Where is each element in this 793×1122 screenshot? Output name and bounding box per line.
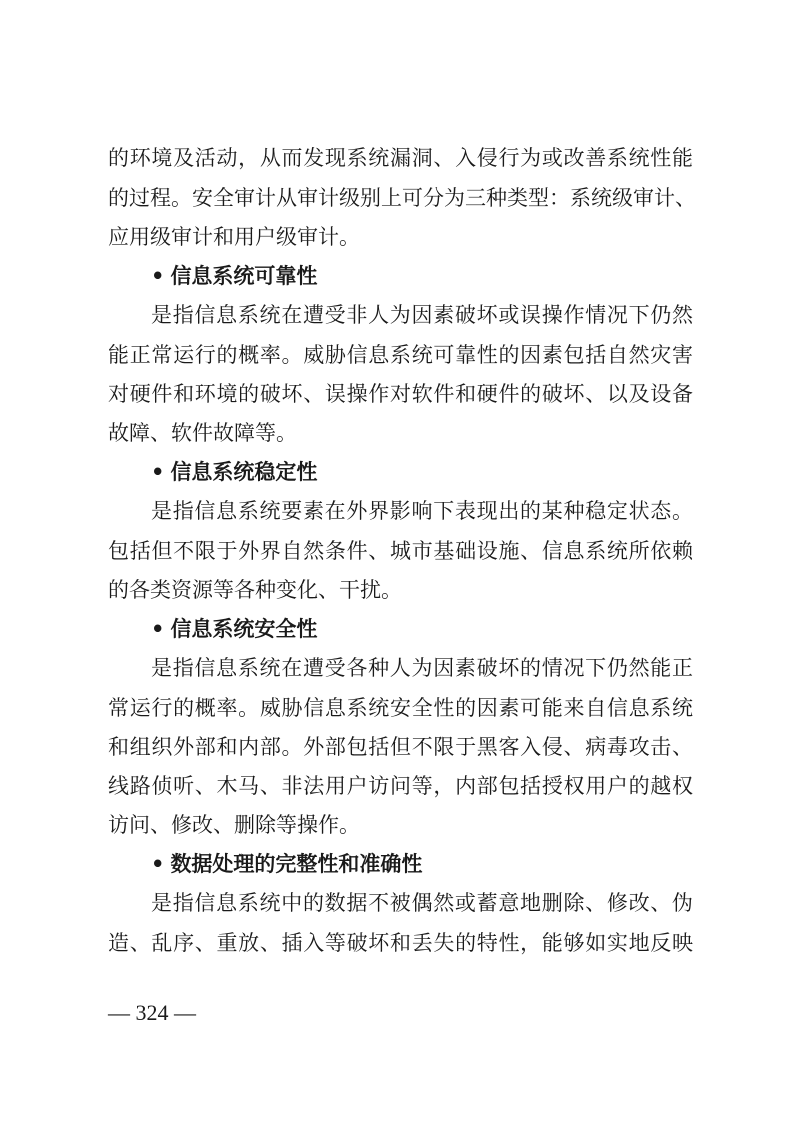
section-heading-reliability — [151, 258, 317, 294]
section-heading-text: 信息系统安全性 — [170, 617, 318, 641]
section-heading-security — [151, 611, 317, 647]
body-text-line: 访问、修改、删除等操作。 — [108, 813, 360, 837]
section-heading-text: 信息系统可靠性 — [170, 264, 318, 288]
body-text-line: 是指信息系统中的数据不被偶然或蓄意地删除、修改、伪 — [151, 891, 693, 915]
section-heading-text: 信息系统稳定性 — [170, 460, 318, 484]
body-text-line: 的过程。安全审计从审计级别上可分为三种类型：系统级审计、 — [108, 186, 696, 210]
body-text-line: 造、乱序、重放、插入等破坏和丢失的特性，能够如实地反映 — [108, 931, 693, 955]
body-text-line: 包括但不限于外界自然条件、城市基础设施、信息系统所依赖 — [108, 539, 693, 563]
bullet-icon: • — [151, 460, 165, 484]
body-text-line: 的各类资源等各种变化、干扰。 — [108, 578, 402, 602]
body-text-line: 的环境及活动，从而发现系统漏洞、入侵行为或改善系统性能 — [108, 146, 693, 170]
body-text-line: 常运行的概率。威胁信息系统安全性的因素可能来自信息系统 — [108, 696, 693, 720]
page-number: — 324 — — [108, 1000, 196, 1025]
section-heading-stability — [151, 454, 317, 490]
body-text-line: 是指信息系统在遭受各种人为因素破坏的情况下仍然能正 — [151, 656, 693, 680]
body-text-line: 线路侦听、木马、非法用户访问等，内部包括授权用户的越权 — [108, 774, 693, 798]
bullet-icon: • — [151, 264, 165, 288]
section-heading-text: 数据处理的完整性和准确性 — [170, 852, 423, 876]
body-text-line: 故障、软件故障等。 — [108, 421, 297, 445]
body-text-line: 对硬件和环境的破坏、误操作对软件和硬件的破坏、以及设备 — [108, 382, 693, 406]
bullet-icon: • — [151, 617, 165, 641]
body-text-line: 是指信息系统在遭受非人为因素破坏或误操作情况下仍然 — [151, 303, 693, 327]
body-text-line: 和组织外部和内部。外部包括但不限于黑客入侵、病毒攻击、 — [108, 735, 693, 759]
section-heading-data-integrity — [151, 846, 422, 882]
body-text-line: 是指信息系统要素在外界影响下表现出的某种稳定状态。 — [151, 499, 693, 523]
body-text-line: 应用级审计和用户级审计。 — [108, 225, 360, 249]
body-text-line: 能正常运行的概率。威胁信息系统可靠性的因素包括自然灾害 — [108, 343, 693, 367]
bullet-icon: • — [151, 852, 165, 876]
